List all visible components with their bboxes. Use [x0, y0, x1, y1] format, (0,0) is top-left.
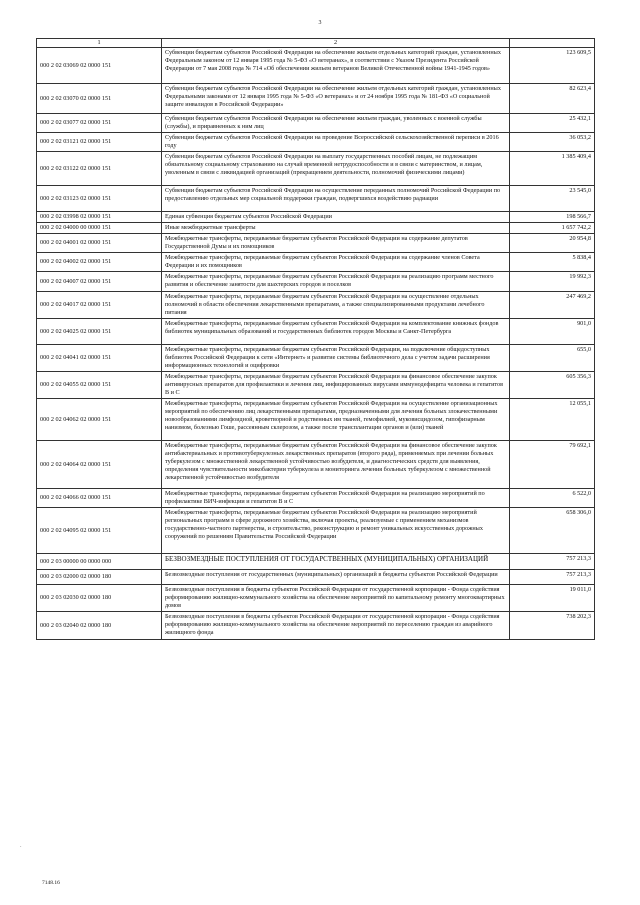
row-name: Субвенции бюджетам субъектов Российской Федерации на обеспечение жильем граждан, уволенных с военной службы (службы), и приравненных к ним лиц — [162, 114, 510, 133]
row-name: Межбюджетные трансферты, передаваемые бюджетам субъектов Российской Федерации на реализацию мероприятий региональных программ в сфере дорожного хозяйства, включая проекты, реализуемые с применением механизмов государственно-частного партнерства, и строительство, реконструкцию и ремонт уникальных искусственных дорожных сооружений по решениям Правительства Российской Федерации — [162, 508, 510, 554]
row-amount: 1 657 742,2 — [510, 223, 595, 234]
row-name: Межбюджетные трансферты, передаваемые бюджетам субъектов Российской Федерации на реализацию программ местного развития и обеспечение занятости для шахтерских городов и поселков — [162, 272, 510, 292]
table-row — [37, 554, 595, 570]
header-col-1: 1 — [37, 39, 162, 48]
row-name: Субвенции бюджетам субъектов Российской Федерации на проведение Всероссийской сельскохозяйственной переписи в 2016 году — [162, 133, 510, 152]
revenue-table — [36, 38, 595, 640]
row-code: 000 2 02 04002 02 0000 151 — [37, 253, 162, 272]
row-amount: 23 545,0 — [510, 186, 595, 212]
table-row — [37, 508, 595, 554]
table-row — [37, 223, 595, 234]
row-amount: 12 055,1 — [510, 399, 595, 441]
row-amount: 79 692,1 — [510, 441, 595, 489]
row-amount: 25 432,1 — [510, 114, 595, 133]
row-code: 000 2 02 04041 02 0000 151 — [37, 345, 162, 372]
table-row — [37, 114, 595, 133]
row-amount: 123 609,5 — [510, 48, 595, 84]
row-name: Субвенции бюджетам субъектов Российской Федерации на осуществление переданных полномочий Российской Федерации по предоставлению отдельных мер социальной поддержки граждан, подвергшихся воздействию радиации — [162, 186, 510, 212]
table-row — [37, 292, 595, 319]
row-amount: 757 213,3 — [510, 554, 595, 570]
row-amount: 5 838,4 — [510, 253, 595, 272]
row-name: Межбюджетные трансферты, передаваемые бюджетам субъектов Российской Федерации на финансовое обеспечение закупок антибактериальных и противотуберкулезных лекарственных препаратов (второго ряда), применяемых при лечении больных туберкулезом с множественной лекарственной устойчивостью возбудителя, и диагностических средств для выявления, определения чувствительности микобактерии туберкулеза и мониторинга лечения больных туберкулезом с множественной лекарственной устойчивостью возбудителя — [162, 441, 510, 489]
table-row — [37, 399, 595, 441]
row-code: 000 2 02 04007 02 0000 151 — [37, 272, 162, 292]
row-amount: 1 385 409,4 — [510, 152, 595, 186]
row-code: 000 2 03 02030 02 0000 180 — [37, 585, 162, 612]
table-row — [37, 272, 595, 292]
row-code: 000 2 02 03070 02 0000 151 — [37, 84, 162, 114]
header-col-3 — [510, 39, 595, 48]
row-name: Безвозмездные поступления от государственных (муниципальных) организаций в бюджеты субъектов Российской Федерации — [162, 570, 510, 585]
row-code: 000 2 03 02040 02 0000 180 — [37, 612, 162, 640]
page-number: 3 — [318, 20, 322, 26]
row-amount: 605 356,3 — [510, 372, 595, 399]
table-row — [37, 570, 595, 585]
row-code: 000 2 02 04062 02 0000 151 — [37, 399, 162, 441]
row-name: Межбюджетные трансферты, передаваемые бюджетам субъектов Российской Федерации, на подключение общедоступных библиотек Российской Федерации к сети «Интернет» и развитие системы библиотечного дела с учетом задачи расширения информационных технологий и оцифровки — [162, 345, 510, 372]
table-row — [37, 48, 595, 84]
row-code: 000 2 02 04017 02 0000 151 — [37, 292, 162, 319]
row-code: 000 2 02 04064 02 0000 151 — [37, 441, 162, 489]
row-amount: 19 011,0 — [510, 585, 595, 612]
table-row — [37, 372, 595, 399]
row-name: Безвозмездные поступления в бюджеты субъектов Российской Федерации от государственной корпорации - Фонда содействия реформированию жилищно-коммунального хозяйства на обеспечение мероприятий по переселению граждан из аварийного жилищного фонда — [162, 612, 510, 640]
row-code: 000 2 02 04000 00 0000 151 — [37, 223, 162, 234]
row-name: БЕЗВОЗМЕЗДНЫЕ ПОСТУПЛЕНИЯ ОТ ГОСУДАРСТВЕННЫХ (МУНИЦИПАЛЬНЫХ) ОРГАНИЗАЦИЙ — [162, 554, 510, 570]
row-amount: 198 566,7 — [510, 212, 595, 223]
footer-code: 7148.16 — [42, 880, 60, 886]
row-name: Субвенции бюджетам субъектов Российской Федерации на обеспечение жильем отдельных категорий граждан, установленных Федеральным законом от 12 января 1995 года № 5-ФЗ «О ветеранах», в соответствии с Указом Президента Российской Федерации от 7 мая 2008 года № 714 «Об обеспечении жильем ветеранов Великой Отечественной войны 1941-1945 годов» — [162, 48, 510, 84]
table-row — [37, 441, 595, 489]
row-code: 000 2 02 04055 02 0000 151 — [37, 372, 162, 399]
table-row — [37, 489, 595, 508]
row-amount: 19 992,3 — [510, 272, 595, 292]
table-row — [37, 152, 595, 186]
table-row — [37, 319, 595, 345]
table-row — [37, 186, 595, 212]
row-name: Единая субвенция бюджетам субъектов Российской Федерации — [162, 212, 510, 223]
row-code: 000 2 02 04095 02 0000 151 — [37, 508, 162, 554]
row-code: 000 2 02 04025 02 0000 151 — [37, 319, 162, 345]
row-name: Межбюджетные трансферты, передаваемые бюджетам субъектов Российской Федерации на реализацию мероприятий по профилактике ВИЧ-инфекции и гепатитов B и C — [162, 489, 510, 508]
table-header-row — [37, 39, 595, 48]
row-amount: 82 623,4 — [510, 84, 595, 114]
row-amount: 6 522,0 — [510, 489, 595, 508]
row-amount: 20 954,8 — [510, 234, 595, 253]
table-row — [37, 234, 595, 253]
row-amount: 658 306,0 — [510, 508, 595, 554]
row-name: Субвенции бюджетам субъектов Российской Федерации на обеспечение жильем отдельных категорий граждан, установленных Федеральными законами от 12 января 1995 года № 5-ФЗ «О ветеранах» и от 24 ноября 1995 года № 181-ФЗ «О социальной защите инвалидов в Российской Федерации» — [162, 84, 510, 114]
table-row — [37, 253, 595, 272]
row-amount: 247 469,2 — [510, 292, 595, 319]
table-row — [37, 212, 595, 223]
row-code: 000 2 02 03122 02 0000 151 — [37, 152, 162, 186]
row-name: Межбюджетные трансферты, передаваемые бюджетам субъектов Российской Федерации на осуществление организационных мероприятий по обеспечению лиц лекарственными препаратами, предназначенными для лечения больных злокачественными новообразованиями лимфоидной, кроветворной и родственных им тканей, гемофилией, муковисцидозом, гипофизарным нанизмом, болезнью Гоше, рассеянным склерозом, а также после трансплантации органов и (или) тканей — [162, 399, 510, 441]
row-code: 000 2 02 04066 02 0000 151 — [37, 489, 162, 508]
table-row — [37, 345, 595, 372]
margin-mark: · — [20, 845, 22, 850]
row-name: Межбюджетные трансферты, передаваемые бюджетам субъектов Российской Федерации на комплектование книжных фондов библиотек муниципальных образований и государственных библиотек городов Москвы и Санкт-Петербурга — [162, 319, 510, 345]
row-code: 000 2 03 00000 00 0000 000 — [37, 554, 162, 570]
row-amount: 901,0 — [510, 319, 595, 345]
header-col-2: 2 — [162, 39, 510, 48]
row-code: 000 2 02 03069 02 0000 151 — [37, 48, 162, 84]
row-name: Межбюджетные трансферты, передаваемые бюджетам субъектов Российской Федерации на финансовое обеспечение закупок антивирусных препаратов для профилактики и лечения лиц, инфицированных вирусами иммунодефицита человека и гепатитов B и C — [162, 372, 510, 399]
row-name: Безвозмездные поступления в бюджеты субъектов Российской Федерации от государственной корпорации - Фонда содействия реформированию жилищно-коммунального хозяйства на обеспечение мероприятий по капитальному ремонту многоквартирных домов — [162, 585, 510, 612]
row-code: 000 2 02 03998 02 0000 151 — [37, 212, 162, 223]
table-row — [37, 133, 595, 152]
row-name: Иные межбюджетные трансферты — [162, 223, 510, 234]
table-row — [37, 84, 595, 114]
row-amount: 36 053,2 — [510, 133, 595, 152]
row-amount: 757 213,3 — [510, 570, 595, 585]
row-code: 000 2 03 02000 02 0000 180 — [37, 570, 162, 585]
row-name: Межбюджетные трансферты, передаваемые бюджетам субъектов Российской Федерации на содержание депутатов Государственной Думы и их помощников — [162, 234, 510, 253]
table-row — [37, 612, 595, 640]
row-code: 000 2 02 03123 02 0000 151 — [37, 186, 162, 212]
row-name: Межбюджетные трансферты, передаваемые бюджетам субъектов Российской Федерации на осуществление отдельных полномочий в области обеспечения лекарственными препаратами, а также специализированными продуктами лечебного питания — [162, 292, 510, 319]
row-amount: 738 202,3 — [510, 612, 595, 640]
row-name: Субвенции бюджетам субъектов Российской Федерации на выплату государственных пособий лицам, не подлежащим обязательному социальному страхованию на случай временной нетрудоспособности и в связи с материнством, и лицам, уволенным в связи с ликвидацией организаций (прекращением деятельности, полномочий физическими лицами) — [162, 152, 510, 186]
row-code: 000 2 02 04001 02 0000 151 — [37, 234, 162, 253]
row-name: Межбюджетные трансферты, передаваемые бюджетам субъектов Российской Федерации на содержание членов Совета Федерации и их помощников — [162, 253, 510, 272]
row-code: 000 2 02 03121 02 0000 151 — [37, 133, 162, 152]
table-row — [37, 585, 595, 612]
row-amount: 655,0 — [510, 345, 595, 372]
row-code: 000 2 02 03077 02 0000 151 — [37, 114, 162, 133]
